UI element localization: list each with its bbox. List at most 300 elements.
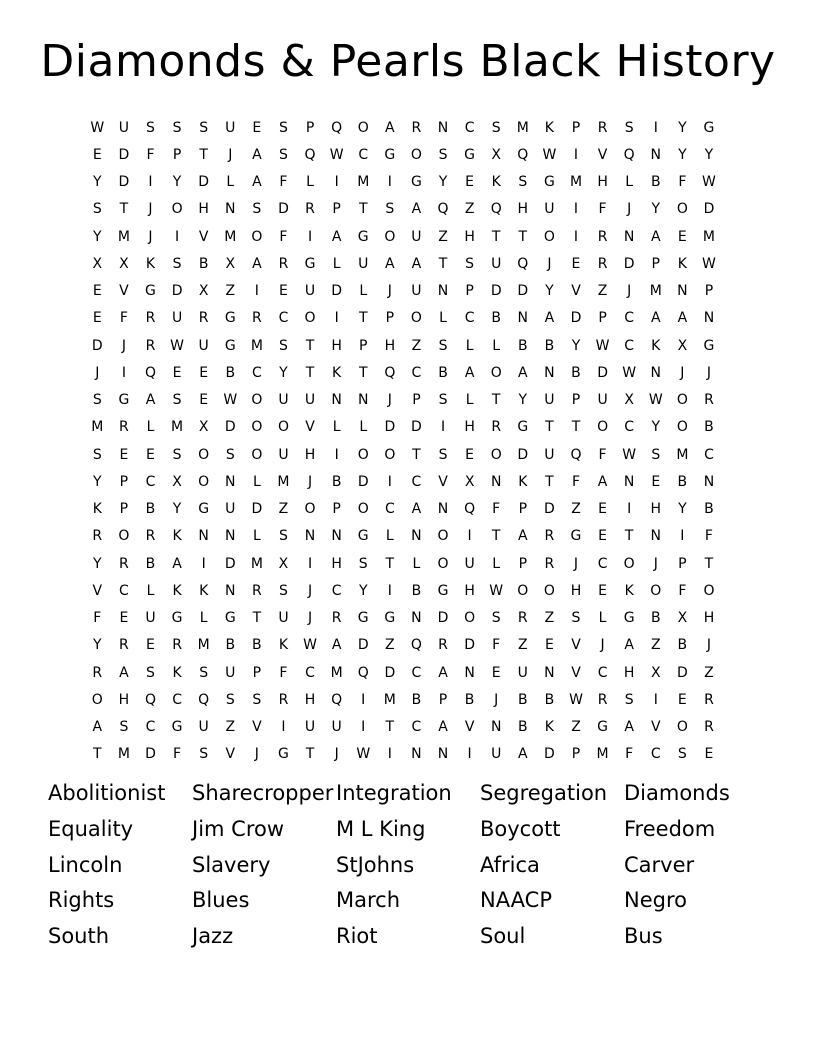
grid-letter: M: [383, 691, 396, 708]
grid-letter: N: [437, 283, 449, 300]
grid-letter: O: [517, 582, 529, 599]
grid-letter: X: [92, 255, 103, 272]
grid-letter: C: [464, 119, 475, 136]
grid-letter: X: [464, 473, 475, 490]
grid-letter: O: [304, 310, 316, 327]
grid-letter: O: [650, 582, 662, 599]
grid-letter: Z: [650, 637, 661, 654]
grid-letter: K: [278, 637, 289, 654]
grid-letter: N: [544, 364, 555, 381]
grid-letter: G: [437, 582, 449, 599]
grid-letter: K: [172, 582, 182, 599]
grid-letter: Y: [678, 146, 687, 163]
grid-letter: X: [624, 392, 634, 409]
grid-letter: Q: [331, 691, 343, 708]
grid-letter: P: [571, 392, 581, 409]
grid-letter: F: [492, 501, 501, 518]
grid-letter: O: [437, 528, 449, 545]
grid-letter: H: [118, 691, 130, 708]
grid-letter: B: [704, 419, 714, 436]
grid-letter: I: [121, 364, 126, 381]
grid-letter: Q: [490, 201, 502, 218]
grid-letter: S: [199, 746, 209, 763]
grid-letter: N: [198, 528, 209, 545]
grid-letter: O: [171, 201, 183, 218]
word-list-item: South: [48, 924, 110, 948]
grid-letter: T: [385, 555, 395, 572]
grid-letter: M: [569, 174, 583, 191]
word-list-item: Sharecropper: [192, 781, 334, 805]
grid-letter: S: [92, 446, 102, 463]
word-list-item: Jazz: [192, 924, 234, 948]
grid-letter: P: [359, 337, 368, 354]
page-title: Diamonds & Pearls Black History: [40, 36, 776, 87]
grid-letter: W: [90, 119, 105, 136]
grid-letter: G: [304, 255, 316, 272]
word-list-item: Carver: [624, 852, 695, 877]
grid-letter: F: [678, 174, 687, 191]
grid-letter: D: [278, 201, 289, 218]
grid-letter: L: [492, 337, 501, 354]
grid-letter: R: [704, 719, 714, 736]
grid-letter: X: [119, 255, 129, 272]
grid-letter: S: [491, 610, 501, 627]
grid-letter: C: [411, 473, 422, 490]
word-list-item: Segregation: [480, 781, 608, 805]
grid-letter: A: [624, 637, 634, 654]
grid-letter: I: [573, 228, 579, 245]
grid-letter: B: [517, 719, 528, 736]
grid-letter: Z: [597, 283, 608, 300]
grid-letter: Z: [464, 201, 475, 218]
grid-letter: H: [384, 337, 396, 354]
grid-letter: D: [198, 174, 210, 191]
grid-letter: R: [704, 392, 714, 409]
grid-letter: L: [332, 255, 341, 272]
grid-letter: R: [198, 310, 209, 327]
grid-letter: C: [624, 310, 635, 327]
grid-letter: O: [543, 228, 555, 245]
grid-letter: O: [437, 555, 449, 572]
grid-letter: P: [678, 555, 687, 572]
grid-letter: S: [146, 664, 155, 681]
grid-letter: P: [385, 310, 395, 327]
grid-letter: A: [411, 201, 422, 218]
grid-letter: V: [225, 746, 236, 763]
grid-letter: X: [198, 419, 209, 436]
grid-letter: B: [571, 364, 581, 381]
grid-letter: W: [356, 746, 371, 763]
grid-letter: N: [331, 392, 342, 409]
grid-letter: Q: [304, 146, 316, 163]
grid-letter: Q: [331, 119, 343, 136]
grid-letter: P: [518, 555, 528, 572]
grid-letter: J: [334, 746, 339, 763]
grid-letter: K: [172, 664, 182, 681]
grid-letter: S: [438, 392, 448, 409]
grid-letter: F: [625, 746, 634, 763]
grid-letter: Z: [411, 337, 422, 354]
grid-letter: T: [358, 310, 368, 327]
grid-letter: U: [544, 392, 555, 409]
grid-letter: P: [119, 473, 129, 490]
grid-letter: U: [517, 664, 528, 681]
grid-letter: S: [438, 146, 448, 163]
grid-letter: T: [704, 555, 714, 572]
grid-letter: B: [225, 637, 236, 654]
grid-letter: G: [278, 746, 289, 763]
grid-letter: A: [252, 255, 262, 272]
grid-letter: L: [359, 419, 368, 436]
grid-letter: I: [440, 419, 446, 436]
grid-letter: J: [387, 392, 392, 409]
grid-letter: Y: [651, 419, 661, 436]
grid-letter: E: [598, 582, 607, 599]
grid-letter: L: [252, 473, 261, 490]
grid-letter: Q: [517, 255, 529, 272]
grid-letter: L: [359, 283, 368, 300]
grid-letter: I: [175, 228, 180, 245]
word-list-item: Abolitionist: [48, 781, 166, 805]
word-list: [48, 776, 768, 955]
grid-letter: H: [570, 582, 582, 599]
grid-letter: K: [677, 255, 687, 272]
grid-letter: B: [438, 364, 448, 381]
grid-letter: A: [518, 528, 528, 545]
grid-letter: B: [517, 337, 528, 354]
grid-letter: A: [438, 719, 448, 736]
grid-letter: P: [651, 255, 660, 272]
grid-letter: E: [279, 283, 288, 300]
grid-letter: J: [573, 555, 579, 572]
grid-letter: I: [387, 174, 392, 191]
grid-letter: E: [571, 255, 581, 272]
grid-letter: U: [225, 119, 236, 136]
grid-letter: P: [252, 664, 262, 681]
grid-letter: N: [437, 119, 449, 136]
grid-letter: K: [544, 719, 554, 736]
grid-letter: J: [627, 201, 632, 218]
grid-letter: T: [491, 528, 501, 545]
grid-letter: R: [438, 637, 448, 654]
grid-letter: J: [653, 555, 658, 572]
grid-letter: R: [251, 582, 262, 599]
grid-letter: J: [706, 364, 712, 381]
grid-letter: W: [542, 146, 557, 163]
grid-letter: F: [678, 582, 687, 599]
grid-letter: Z: [571, 719, 581, 736]
grid-letter: K: [544, 119, 554, 136]
grid-letter: T: [518, 228, 528, 245]
grid-letter: D: [570, 310, 582, 327]
grid-letter: Y: [172, 174, 182, 191]
grid-letter: A: [92, 719, 103, 736]
grid-letter: G: [410, 174, 422, 191]
grid-letter: F: [119, 310, 128, 327]
grid-letter: D: [676, 664, 688, 681]
grid-letter: U: [544, 446, 555, 463]
grid-letter: S: [146, 119, 155, 136]
grid-letter: J: [307, 473, 313, 490]
grid-letter: B: [145, 555, 156, 572]
grid-letter: Q: [517, 146, 529, 163]
grid-letter: O: [357, 119, 369, 136]
grid-letter: S: [119, 719, 129, 736]
grid-letter: B: [198, 255, 209, 272]
grid-letter: S: [571, 610, 581, 627]
grid-letter: E: [677, 691, 687, 708]
grid-letter: Y: [704, 146, 714, 163]
grid-letter: N: [623, 473, 635, 490]
grid-letter: R: [251, 310, 262, 327]
grid-letter: F: [598, 201, 607, 218]
grid-letter: T: [199, 146, 208, 163]
grid-letter: E: [598, 528, 607, 545]
grid-letter: P: [465, 283, 474, 300]
grid-letter: J: [254, 746, 259, 763]
grid-letter: L: [625, 174, 634, 191]
grid-letter: J: [547, 255, 552, 272]
grid-letter: C: [384, 501, 395, 518]
grid-letter: D: [703, 201, 715, 218]
grid-letter: J: [307, 582, 313, 599]
grid-letter: E: [704, 746, 714, 763]
grid-letter: V: [571, 637, 581, 654]
grid-letter: U: [358, 255, 369, 272]
grid-letter: U: [491, 746, 502, 763]
grid-letter: B: [411, 691, 422, 708]
grid-letter: S: [92, 201, 102, 218]
grid-letter: S: [172, 446, 182, 463]
grid-letter: L: [306, 174, 314, 191]
grid-letter: Y: [518, 392, 528, 409]
grid-letter: N: [490, 719, 502, 736]
grid-letter: O: [251, 446, 263, 463]
grid-letter: I: [573, 201, 579, 218]
grid-letter: D: [490, 283, 502, 300]
grid-letter: G: [703, 119, 715, 136]
grid-letter: E: [92, 283, 102, 300]
grid-letter: T: [93, 746, 102, 763]
grid-letter: F: [93, 610, 102, 627]
word-list-item: Blues: [192, 888, 250, 913]
grid-letter: N: [677, 283, 688, 300]
grid-letter: J: [387, 283, 392, 300]
grid-letter: V: [597, 146, 608, 163]
word-list-item: Riot: [336, 924, 378, 948]
grid-letter: E: [146, 637, 155, 654]
grid-letter: A: [544, 310, 555, 327]
grid-letter: Q: [144, 364, 156, 381]
grid-letter: X: [491, 146, 501, 163]
grid-letter: T: [252, 610, 262, 627]
grid-letter: S: [279, 528, 288, 545]
grid-letter: B: [252, 637, 262, 654]
grid-letter: E: [651, 473, 661, 490]
grid-letter: V: [650, 719, 661, 736]
word-list-item: Negro: [624, 888, 687, 913]
grid-letter: A: [252, 174, 262, 191]
grid-letter: U: [331, 719, 342, 736]
grid-letter: Y: [93, 637, 102, 654]
grid-letter: C: [145, 473, 156, 490]
grid-letter: J: [627, 283, 632, 300]
grid-letter: R: [517, 610, 528, 627]
grid-letter: C: [597, 664, 608, 681]
grid-letter: J: [600, 637, 605, 654]
grid-letter: B: [650, 174, 661, 191]
grid-letter: O: [357, 501, 369, 518]
grid-letter: I: [201, 555, 206, 572]
grid-letter: T: [545, 419, 554, 436]
grid-letter: R: [597, 228, 608, 245]
grid-letter: U: [198, 337, 209, 354]
grid-letter: D: [437, 610, 449, 627]
grid-letter: P: [571, 119, 581, 136]
grid-letter: R: [119, 637, 129, 654]
grid-letter: B: [650, 610, 661, 627]
grid-letter: U: [225, 501, 236, 518]
letter-grid: [84, 114, 722, 768]
grid-letter: R: [145, 528, 156, 545]
grid-letter: G: [357, 228, 369, 245]
grid-letter: W: [489, 582, 504, 599]
word-list-item: Freedom: [624, 816, 716, 841]
grid-letter: N: [623, 228, 635, 245]
grid-letter: D: [357, 473, 369, 490]
grid-letter: S: [225, 446, 235, 463]
grid-letter: I: [307, 555, 313, 572]
grid-letter: C: [305, 664, 315, 681]
grid-letter: K: [518, 473, 528, 490]
grid-letter: A: [518, 364, 528, 381]
grid-letter: D: [623, 255, 635, 272]
word-list-item: StJohns: [336, 852, 415, 877]
grid-letter: V: [438, 473, 448, 490]
grid-letter: H: [703, 610, 715, 627]
grid-letter: T: [491, 392, 501, 409]
grid-letter: G: [464, 146, 476, 163]
grid-letter: V: [198, 228, 209, 245]
grid-letter: D: [91, 337, 103, 354]
grid-letter: P: [571, 746, 581, 763]
grid-letter: S: [651, 446, 661, 463]
grid-letter: N: [411, 746, 422, 763]
grid-letter: S: [465, 255, 475, 272]
grid-letter: S: [385, 201, 395, 218]
grid-letter: Y: [93, 174, 102, 191]
grid-letter: B: [517, 691, 528, 708]
grid-letter: K: [491, 174, 501, 191]
grid-letter: A: [464, 364, 475, 381]
grid-letter: G: [224, 610, 236, 627]
grid-letter: V: [252, 719, 262, 736]
grid-letter: O: [543, 582, 555, 599]
grid-letter: J: [228, 146, 233, 163]
grid-letter: H: [331, 337, 342, 354]
grid-letter: I: [307, 228, 313, 245]
grid-letter: S: [438, 446, 448, 463]
grid-letter: Z: [704, 664, 714, 681]
grid-letter: W: [702, 174, 716, 191]
grid-letter: Z: [438, 228, 448, 245]
grid-letter: Q: [384, 364, 396, 381]
grid-letter: R: [145, 310, 156, 327]
grid-letter: H: [304, 691, 316, 708]
grid-letter: E: [465, 446, 475, 463]
grid-letter: T: [119, 201, 129, 218]
grid-letter: M: [596, 746, 609, 763]
grid-letter: C: [624, 337, 635, 354]
grid-letter: W: [223, 392, 238, 409]
grid-letter: B: [544, 691, 555, 708]
grid-letter: M: [702, 228, 715, 245]
grid-letter: D: [118, 146, 130, 163]
grid-letter: M: [117, 746, 130, 763]
grid-letter: N: [490, 473, 502, 490]
grid-letter: R: [92, 528, 103, 545]
grid-letter: T: [358, 364, 368, 381]
grid-letter: Q: [410, 637, 422, 654]
grid-letter: H: [331, 555, 342, 572]
grid-letter: S: [279, 146, 288, 163]
grid-letter: A: [331, 228, 342, 245]
grid-letter: R: [597, 119, 608, 136]
grid-letter: P: [305, 119, 315, 136]
grid-letter: X: [198, 283, 209, 300]
grid-letter: R: [92, 664, 103, 681]
grid-letter: Q: [437, 201, 449, 218]
word-list-item: Rights: [48, 888, 115, 913]
grid-letter: Y: [358, 582, 368, 599]
grid-letter: H: [650, 501, 662, 518]
grid-letter: U: [278, 446, 289, 463]
grid-letter: M: [649, 283, 662, 300]
grid-letter: S: [172, 392, 182, 409]
grid-letter: U: [304, 283, 316, 300]
grid-letter: S: [624, 119, 634, 136]
grid-letter: R: [411, 119, 422, 136]
grid-letter: G: [357, 610, 369, 627]
grid-letter: O: [410, 146, 422, 163]
grid-letter: L: [252, 528, 261, 545]
grid-letter: G: [703, 337, 715, 354]
grid-letter: P: [598, 310, 607, 327]
grid-letter: V: [571, 664, 581, 681]
grid-letter: F: [704, 528, 713, 545]
grid-letter: O: [91, 691, 103, 708]
grid-letter: A: [624, 719, 634, 736]
grid-letter: U: [411, 283, 422, 300]
grid-letter: B: [704, 501, 714, 518]
grid-letter: J: [680, 364, 685, 381]
grid-letter: B: [464, 691, 475, 708]
grid-letter: M: [330, 664, 343, 681]
grid-letter: E: [199, 364, 209, 381]
grid-letter: N: [411, 610, 422, 627]
grid-letter: C: [411, 364, 422, 381]
grid-letter: D: [224, 419, 236, 436]
grid-letter: H: [517, 201, 529, 218]
grid-letter: M: [224, 228, 237, 245]
word-list-item: Soul: [480, 924, 526, 948]
grid-letter: C: [704, 446, 714, 463]
grid-letter: E: [252, 119, 262, 136]
grid-letter: O: [464, 610, 476, 627]
grid-letter: N: [304, 528, 316, 545]
grid-letter: R: [172, 637, 182, 654]
grid-letter: S: [252, 691, 262, 708]
